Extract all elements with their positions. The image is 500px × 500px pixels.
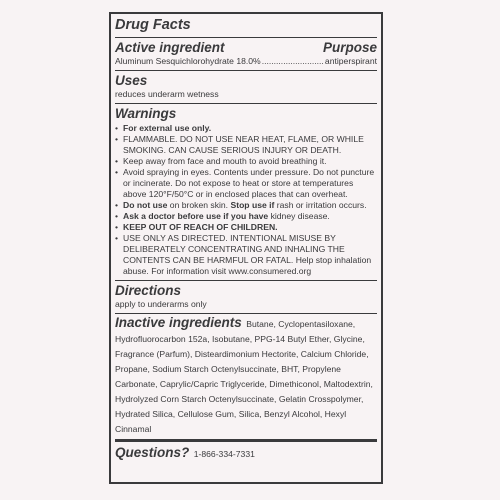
warnings-section	[115, 104, 377, 281]
inactive-ingredients-text: Butane, Cyclopentasiloxane, Hydrofluorocarbon 152a, Isobutane, PPG-14 Butyl Ether, Glycine, Fragrance (Parfum), Disteardimonium Hectorite, Calcium Chloride, Propane, Sodium Starch Octenylsuccinate, BHT, Propylene Carbonate, Caprylic/Capric Triglyceride, Dimethiconol, Maltodextrin, Hydrolyzed Corn Starch Octenylsuccinate, Gelatin Crosspolymer, Hydrated Silica, Cellulose Gum, Silica, Benzyl Alcohol, Hexyl Cinnamal	[115, 319, 373, 434]
uses-text: reduces underarm wetness	[115, 89, 219, 99]
inactive-ingredients-heading: Inactive ingredients	[115, 315, 242, 330]
directions-heading: Directions	[115, 283, 182, 298]
warning-bold-text: Stop use if	[230, 200, 275, 210]
warning-text: Keep away from face and mouth to avoid breathing it.	[123, 156, 327, 166]
questions-section	[115, 442, 377, 465]
warning-item	[115, 167, 377, 200]
warnings-heading: Warnings	[115, 106, 177, 121]
warning-item	[115, 211, 377, 222]
directions-text: apply to underarms only	[115, 299, 207, 309]
directions-section	[115, 281, 377, 314]
warning-item	[115, 233, 377, 277]
warning-text: FLAMMABLE. DO NOT USE NEAR HEAT, FLAME, OR WHILE SMOKING. CAN CAUSE SERIOUS INJURY OR DEATH.	[123, 134, 364, 155]
purpose-heading: Purpose	[322, 40, 377, 55]
questions-phone: 1-866-334-7331	[193, 449, 255, 459]
warning-bold-text: Ask a doctor before use if you have	[123, 211, 269, 221]
warning-item	[115, 123, 377, 134]
dot-leader	[262, 56, 324, 67]
warning-bold-text: Do not use	[123, 200, 168, 210]
warning-text: USE ONLY AS DIRECTED. INTENTIONAL MISUSE BY DELIBERATELY CONCENTRATING AND INHALING THE CONTENTS CAN BE HARMFUL OR FATAL. Help stop inhalation abuse. For information visit www.consumered.org	[123, 233, 372, 276]
uses-section	[115, 71, 377, 104]
drug-facts-panel	[109, 12, 383, 484]
warning-text: Avoid spraying in eyes. Contents under pressure. Do not puncture or incinerate. Do not expose to heat or store at temperatures above 120°F/50°C or in enclosed places that can overheat.	[123, 167, 375, 199]
inactive-ingredients-block	[115, 316, 377, 436]
warning-text: rash or irritation occurs.	[274, 200, 367, 210]
warning-text: kidney disease.	[268, 211, 330, 221]
warning-text: on broken skin.	[167, 200, 231, 210]
warning-item	[115, 134, 377, 156]
active-ingredient-row	[115, 56, 377, 67]
uses-heading: Uses	[115, 73, 148, 88]
active-ingredient-heading: Active ingredient	[115, 40, 225, 55]
active-ingredient-name: Aluminum Sesquichlorohydrate 18.0%	[115, 56, 261, 66]
questions-heading: Questions?	[115, 445, 190, 460]
warning-item	[115, 222, 377, 233]
warning-item	[115, 156, 377, 167]
inactive-ingredients-section	[115, 314, 377, 442]
active-ingredient-section	[115, 38, 377, 71]
warning-bold-text: KEEP OUT OF REACH OF CHILDREN.	[123, 222, 278, 232]
warning-bold-text: For external use only.	[123, 123, 212, 133]
warning-item	[115, 200, 377, 211]
active-heading-row	[115, 40, 377, 56]
warnings-list	[115, 123, 377, 277]
drug-facts-title: Drug Facts	[115, 17, 191, 33]
active-ingredient-purpose: antiperspirant	[324, 56, 377, 66]
drug-facts-header	[115, 14, 377, 38]
